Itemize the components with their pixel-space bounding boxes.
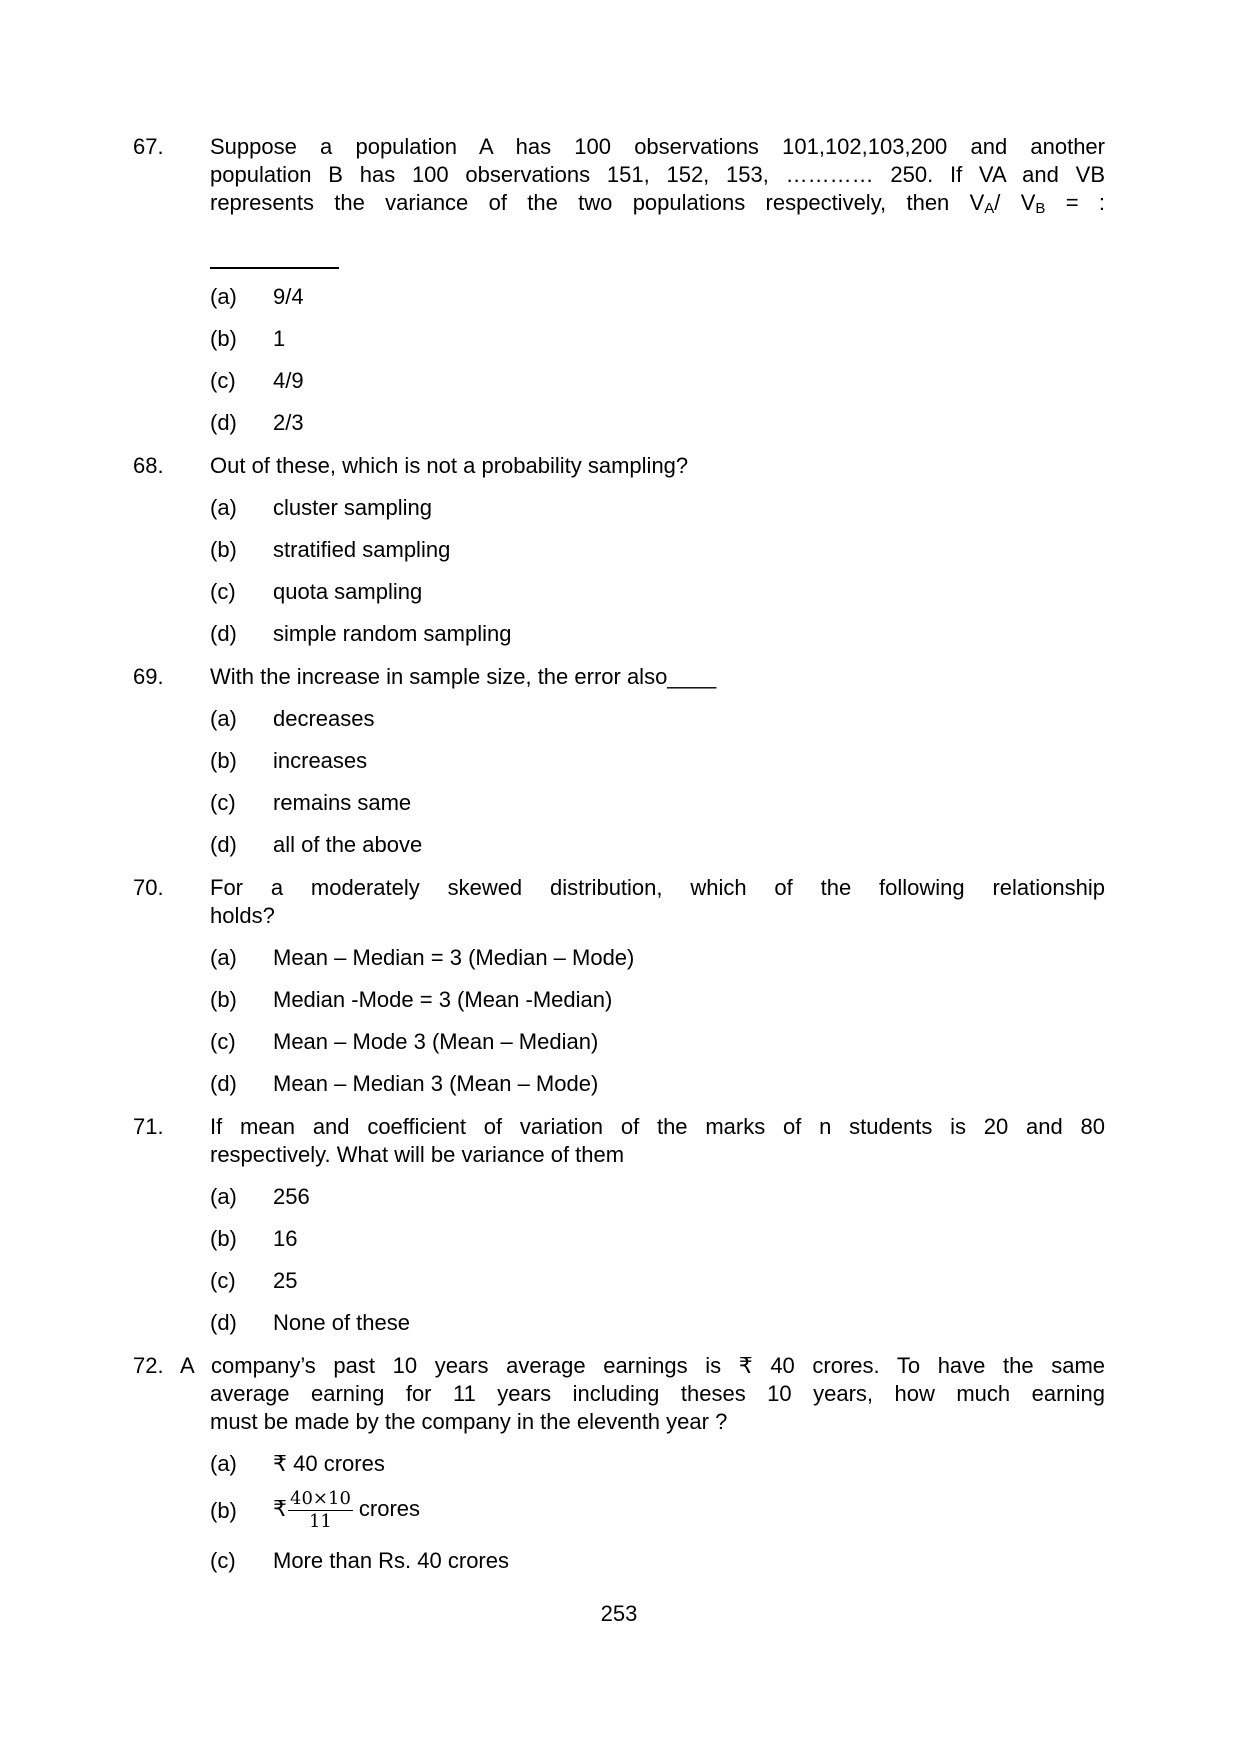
question-text-line: respectively. What will be variance of them xyxy=(210,1142,625,1167)
option-row xyxy=(210,1070,1105,1098)
option-row xyxy=(210,620,1105,648)
option-row xyxy=(210,1267,1105,1295)
option-text: stratified sampling xyxy=(273,537,451,562)
rupee-symbol: ₹ xyxy=(273,1496,287,1522)
option-text: increases xyxy=(273,748,368,773)
v-subscript-a: A xyxy=(984,200,995,217)
option-text: 4/9 xyxy=(273,368,304,393)
option-row xyxy=(210,367,1105,395)
question-68 xyxy=(133,452,1105,648)
option-row xyxy=(210,1028,1105,1056)
question-69 xyxy=(133,663,1105,859)
option-label: (c) xyxy=(210,579,236,604)
fraction xyxy=(288,1488,353,1533)
question-70 xyxy=(133,874,1105,1098)
option-label: (d) xyxy=(210,621,237,646)
blank-underline xyxy=(210,243,339,269)
fraction-denominator: 11 xyxy=(308,1511,332,1532)
option-label: (c) xyxy=(210,1548,236,1573)
option-text: cluster sampling xyxy=(273,495,432,520)
option-label: (b) xyxy=(210,537,237,562)
question-text-line: population B has 100 observations 151, 152, 153, ………… 250. If VA and VB xyxy=(210,162,1105,187)
question-text-line: represents the variance of the two populations respectively, then VA/ VB = : xyxy=(210,190,1105,217)
page-number: 253 xyxy=(600,1601,638,1626)
option-row xyxy=(210,409,1105,437)
option-text xyxy=(273,1488,1105,1533)
option-text: ₹ 40 crores xyxy=(273,1451,385,1476)
option-row xyxy=(210,1309,1105,1337)
question-text-line: holds? xyxy=(210,903,275,928)
option-label: (c) xyxy=(210,1268,236,1293)
option-row xyxy=(210,1225,1105,1253)
option-row xyxy=(210,831,1105,859)
question-72 xyxy=(133,1352,1105,1575)
option-row xyxy=(210,1183,1105,1211)
option-row xyxy=(210,325,1105,353)
option-row xyxy=(210,986,1105,1014)
question-text-line: must be made by the company in the eleventh year ? xyxy=(210,1409,728,1434)
option-row xyxy=(210,1450,1105,1478)
question-number: 71. xyxy=(133,1114,164,1139)
option-label: (c) xyxy=(210,1029,236,1054)
option-row xyxy=(210,578,1105,606)
option-row xyxy=(210,1547,1105,1575)
option-label: (b) xyxy=(210,748,237,773)
question-number: 70. xyxy=(133,875,164,900)
option-row xyxy=(210,494,1105,522)
question-text-line: With the increase in sample size, the error also____ xyxy=(210,664,717,689)
option-label: (a) xyxy=(210,706,237,731)
option-row xyxy=(210,705,1105,733)
option-label: (b) xyxy=(210,1226,237,1251)
option-label: (c) xyxy=(210,368,236,393)
option-label: (d) xyxy=(210,410,237,435)
option-text: quota sampling xyxy=(273,579,423,604)
option-text: 25 xyxy=(273,1268,298,1293)
option-row xyxy=(210,1488,1105,1533)
question-number: 67. xyxy=(133,134,164,159)
option-label: (a) xyxy=(210,1184,237,1209)
v-subscript-b: B xyxy=(1035,200,1046,217)
option-text: remains same xyxy=(273,790,412,815)
question-text-line: If mean and coefficient of variation of the marks of n students is 20 and 80 xyxy=(210,1114,1105,1139)
option-text: 1 xyxy=(273,326,286,351)
question-text-line: 72. A company’s past 10 years average earnings is ₹ 40 crores. To have the same xyxy=(133,1353,1105,1378)
option-text: None of these xyxy=(273,1310,410,1335)
question-text-line: Out of these, which is not a probability sampling? xyxy=(210,453,689,478)
option-text: decreases xyxy=(273,706,375,731)
option-label: (d) xyxy=(210,1310,237,1335)
option-label: (d) xyxy=(210,832,237,857)
option-text: 16 xyxy=(273,1226,298,1251)
option-text: More than Rs. 40 crores xyxy=(273,1548,509,1573)
question-67 xyxy=(133,133,1105,437)
fraction-numerator: 40×10 xyxy=(290,1488,351,1509)
option-label: (b) xyxy=(210,1497,237,1523)
option-row xyxy=(210,944,1105,972)
option-row xyxy=(210,536,1105,564)
option-label: (a) xyxy=(210,1451,237,1476)
question-text-line: Suppose a population A has 100 observations 101,102,103,200 and another xyxy=(210,134,1105,159)
option-label: (a) xyxy=(210,945,237,970)
option-text: 9/4 xyxy=(273,284,304,309)
question-71 xyxy=(133,1113,1105,1337)
option-text: all of the above xyxy=(273,832,423,857)
option-text: 256 xyxy=(273,1184,310,1209)
option-text: Median -Mode = 3 (Mean -Median) xyxy=(273,987,613,1012)
option-label: (a) xyxy=(210,495,237,520)
option-label: (b) xyxy=(210,326,237,351)
option-text: Mean – Median 3 (Mean – Mode) xyxy=(273,1071,599,1096)
option-text: Mean – Median = 3 (Median – Mode) xyxy=(273,945,635,970)
option-label: (d) xyxy=(210,1071,237,1096)
question-text-line: For a moderately skewed distribution, which of the following relationship xyxy=(210,875,1105,900)
question-text-line: average earning for 11 years including theses 10 years, how much earning xyxy=(210,1381,1105,1406)
option-text: simple random sampling xyxy=(273,621,512,646)
option-text: 2/3 xyxy=(273,410,304,435)
question-number: 69. xyxy=(133,664,164,689)
option-label: (a) xyxy=(210,284,237,309)
question-number: 68. xyxy=(133,453,164,478)
option-row xyxy=(210,747,1105,775)
option-text: Mean – Mode 3 (Mean – Median) xyxy=(273,1029,599,1054)
option-row xyxy=(210,283,1105,311)
option-label: (c) xyxy=(210,790,236,815)
fraction-suffix: crores xyxy=(358,1496,421,1522)
option-row xyxy=(210,789,1105,817)
option-label: (b) xyxy=(210,987,237,1012)
